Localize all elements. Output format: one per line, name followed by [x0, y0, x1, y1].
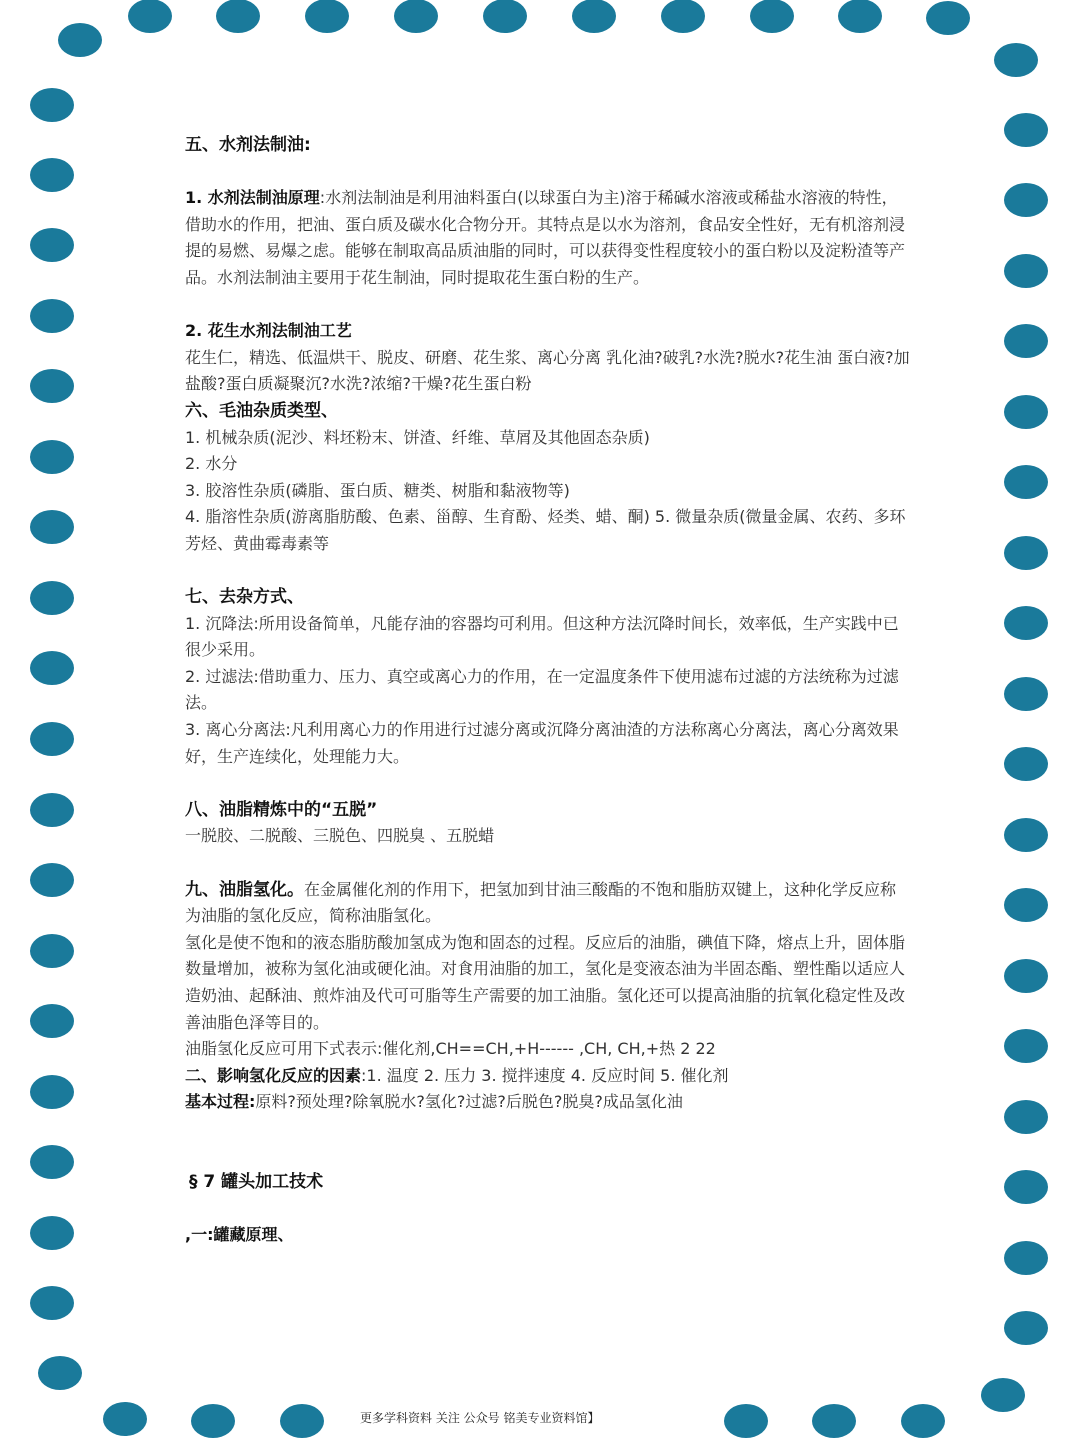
border-dot [30, 1004, 74, 1038]
border-dot [926, 1, 970, 35]
border-dot [1004, 1029, 1048, 1063]
border-dot [38, 1356, 82, 1390]
section-5-title: 五、水剂法制油: [185, 135, 311, 155]
border-dot [1004, 465, 1048, 499]
principle-text: :水剂法制油是利用油料蛋白(以球蛋白为主)溶于稀碱水溶液或稀盐水溶液的特性，借助水的作用，把油、蛋白质及碳水化合物分开。其特点是以水为溶剂，食品安全性好，无有机溶剂浸提的易燃、易爆之虑。能够在制取高品质油脂的同时，可以获得变性程度较小的蛋白粉以及淀粉渣等产品。水剂法制油主要用于花生制油，同时提取花生蛋白粉的生产。 [185, 188, 906, 287]
hydrogenation-process [185, 1089, 910, 1116]
section-7-title: 七、去杂方式、 [185, 587, 304, 608]
chapter-subtitle: ,一:罐藏原理、 [185, 1225, 294, 1245]
hydrogenation-paragraph [185, 877, 910, 930]
border-dot [994, 43, 1038, 77]
section-8-title: 八、油脂精炼中的“五脱” [185, 799, 378, 820]
factors-label: 二、影响氢化反应的因素 [185, 1065, 362, 1085]
border-dot [1004, 677, 1048, 711]
section-6-title: 六、毛油杂质类型、 [185, 400, 338, 421]
border-dot [1004, 536, 1048, 570]
border-dot [30, 1286, 74, 1320]
border-dot [1004, 959, 1048, 993]
border-dot [30, 651, 74, 685]
border-dot [572, 0, 616, 33]
border-dot [1004, 888, 1048, 922]
border-dot [30, 299, 74, 333]
border-dot [30, 793, 74, 827]
border-dot [483, 0, 527, 33]
border-dot [30, 510, 74, 544]
border-dot [191, 1404, 235, 1438]
removal-method-item: 2. 过滤法:借助重力、压力、真空或离心力的作用，在一定温度条件下使用滤布过滤的方法统称为过滤法。 [185, 666, 899, 713]
border-dot [216, 0, 260, 33]
border-dot [30, 1216, 74, 1250]
border-dot [30, 934, 74, 968]
border-dot [1004, 818, 1048, 852]
border-dot [30, 440, 74, 474]
hydrogenation-factors [185, 1063, 910, 1090]
hydrogenation-definition: 在金属催化剂的作用下，把氢加到甘油三酸酯的不饱和脂肪双键上，这种化学反应称为油脂的氢化反应，简称油脂氢化。 [185, 879, 897, 926]
removal-method-item: 1. 沉降法:所用设备简单，凡能存油的容器均可利用。但这种方法沉降时间长，效率低，生产实践中已很少采用。 [185, 613, 899, 660]
border-dot [838, 0, 882, 33]
border-dot [30, 1145, 74, 1179]
paragraph-water-method-principle [185, 185, 910, 291]
principle-label: 1. 水剂法制油原理 [185, 188, 320, 208]
border-dot [30, 228, 74, 262]
document-body [185, 132, 910, 1249]
removal-method-item: 3. 离心分离法:凡利用离心力的作用进行过滤分离或沉降分离油渣的方法称离心分离法，离心分离效果好，生产连续化，处理能力大。 [185, 720, 899, 766]
border-dot [1004, 606, 1048, 640]
border-dot [1004, 1100, 1048, 1134]
section-9-title: 九、油脂氢化。 [185, 879, 304, 900]
border-dot [305, 0, 349, 33]
border-dot [58, 23, 102, 57]
hydrogenation-formula: 油脂氢化反应可用下式表示:催化剂,CH==CH,+H------ ,CH, CH,+热 2 22 [185, 1039, 716, 1059]
process-text: 原料?预处理?除氧脱水?氢化?过滤?后脱色?脱臭?成品氢化油 [255, 1092, 683, 1112]
impurity-item: 4. 脂溶性杂质(游离脂肪酸、色素、甾醇、生育酚、烃类、蜡、酮) 5. 微量杂质(微量金属、农药、多环芳烃、黄曲霉毒素等 [185, 507, 906, 553]
border-dot [1004, 395, 1048, 429]
border-dot [661, 0, 705, 33]
five-removals-text: 一脱胶、二脱酸、三脱色、四脱臭 、五脱蜡 [185, 826, 495, 846]
border-dot [901, 1404, 945, 1438]
border-dot [30, 158, 74, 192]
border-dot [1004, 324, 1048, 358]
border-dot [1004, 1241, 1048, 1275]
border-dot [30, 581, 74, 615]
border-dot [750, 0, 794, 33]
peanut-process-label: 2. 花生水剂法制油工艺 [185, 321, 352, 341]
border-dot [1004, 1170, 1048, 1204]
peanut-process-text: 花生仁，精选、低温烘干、脱皮、研磨、花生浆、离心分离 乳化油?破乳?水洗?脱水?花生油 蛋白液?加盐酸?蛋白质凝聚沉?水洗?浓缩?干燥?花生蛋白粉 [185, 347, 910, 394]
process-label: 基本过程: [185, 1092, 256, 1112]
border-dot [30, 88, 74, 122]
border-dot [280, 1404, 324, 1438]
border-dot [30, 369, 74, 403]
impurity-item: 3. 胶溶性杂质(磷脂、蛋白质、糖类、树脂和黏液物等) [185, 480, 570, 500]
border-dot [812, 1404, 856, 1438]
border-dot [1004, 1311, 1048, 1345]
border-dot [30, 863, 74, 897]
border-dot [1004, 747, 1048, 781]
border-dot [981, 1378, 1025, 1412]
impurity-item: 2. 水分 [185, 454, 238, 474]
border-dot [394, 0, 438, 33]
hydrogenation-description: 氢化是使不饱和的液态脂肪酸加氢成为饱和固态的过程。反应后的油脂，碘值下降，熔点上升，固体脂数量增加，被称为氢化油或硬化油。对食用油脂的加工，氢化是变液态油为半固态酯、塑性酯以适应人造奶油、起酥油、煎炸油及代可可脂等生产需要的加工油脂。氢化还可以提高油脂的抗氧化稳定性及改善油脂色泽等目的。 [185, 932, 906, 1032]
border-dot [1004, 254, 1048, 288]
border-dot [1004, 113, 1048, 147]
border-dot [30, 1075, 74, 1109]
chapter-title: § 7 罐头加工技术 [189, 1171, 324, 1192]
footer-watermark: 更多学科资料 关注 公众号 铭美专业资料馆】 [360, 1411, 600, 1425]
impurity-item: 1. 机械杂质(泥沙、料坯粉末、饼渣、纤维、草屑及其他固态杂质) [185, 427, 650, 447]
border-dot [1004, 183, 1048, 217]
border-dot [30, 722, 74, 756]
border-dot [128, 0, 172, 33]
border-dot [103, 1402, 147, 1436]
factors-text: :1. 温度 2. 压力 3. 搅拌速度 4. 反应时间 5. 催化剂 [361, 1065, 729, 1085]
